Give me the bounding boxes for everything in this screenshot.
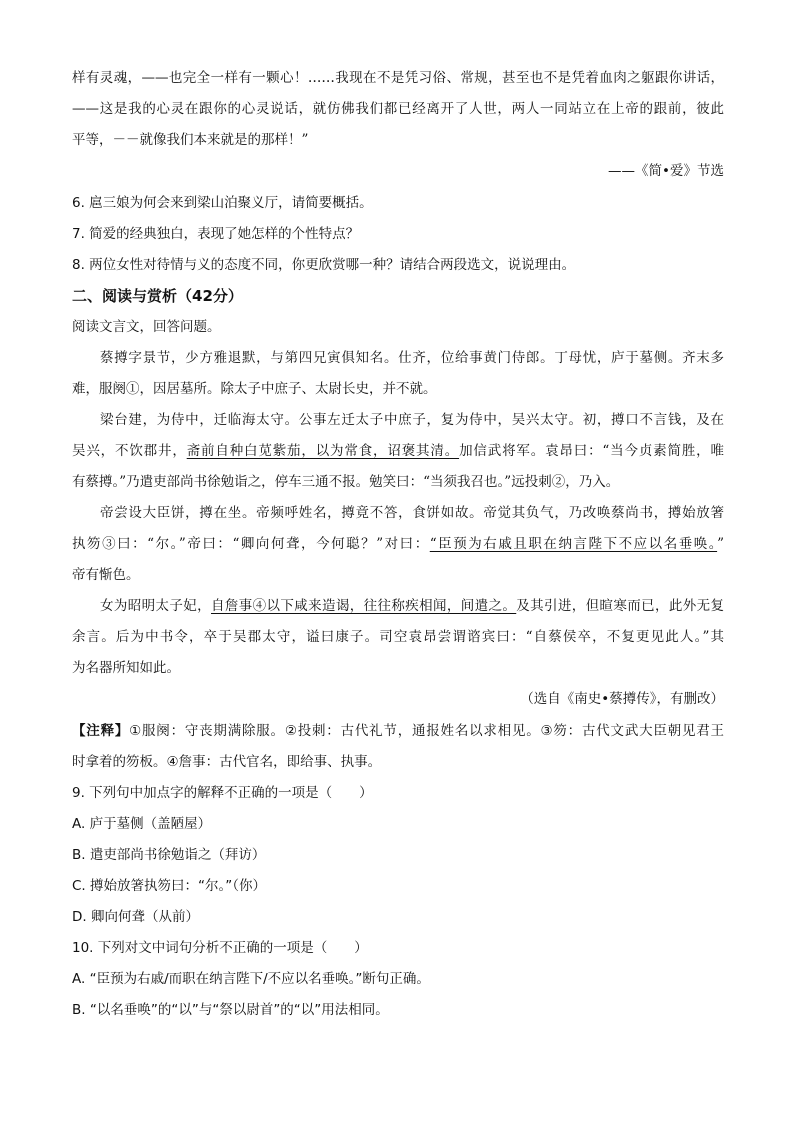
passage-p2-line-2 — [72, 441, 724, 461]
p4-text-b: 及其引进，但暄寒而已，此外无复 — [516, 598, 724, 614]
question-7: 7. 简爱的经典独白，表现了她怎样的个性特点？ — [72, 226, 360, 242]
notes-label: 【注释】 — [72, 723, 130, 739]
passage-p1-line-2: 难，服阕①，因居墓所。除太子中庶子、太尉长史，并不就。 — [72, 381, 437, 397]
passage-p2-line-1: 梁台建，为侍中，迁临海太守。公事左迁太子中庶子，复为侍中，吴兴太守。初，撙口不言钱，及在 — [100, 412, 724, 428]
question-8: 8. 两位女性对待情与义的态度不同，你更欣赏哪一种？请结合两段选文，说说理由。 — [72, 257, 576, 273]
section-intro: 阅读文言文，回答问题。 — [72, 319, 221, 335]
p2-text-b: 加信武将军。袁昂曰：“当今贞素简胜，唯 — [459, 443, 725, 459]
p3-text-b: ” — [717, 536, 724, 552]
passage-p4-line-3: 为名器所知如此。 — [72, 660, 180, 676]
p2-text-a: 吴兴，不饮郡井， — [72, 443, 187, 459]
passage-p4-line-2: 余言。后为中书令，卒于吴郡太守，谥曰康子。司空袁昂尝谓谘宾曰：“自蔡侯卒，不复更见此人。”其 — [72, 629, 724, 645]
source-citation-jane-eyre: ——《简•爱》节选 — [608, 163, 724, 179]
letter-line-3: 平等，－－就像我们本来就是的那样！” — [72, 132, 309, 148]
p2-underlined-sentence: 斋前自种白苋紫茄，以为常食，诏褒其清。 — [186, 443, 460, 459]
source-citation-nanshi: （选自《南史•蔡撙传》，有删改） — [520, 691, 724, 707]
notes-line-1 — [72, 721, 724, 741]
p4-underlined-sentence: 自詹事④以下咸来造谒，往往称疾相闻，间遣之。 — [211, 598, 517, 614]
question-6: 6. 扈三娘为何会来到梁山泊聚义厅，请简要概括。 — [72, 195, 373, 211]
p3-underlined-sentence: “臣预为右戚且职在纳言陛下不应以名垂唤。 — [429, 536, 718, 552]
letter-line-1: 样有灵魂，——也完全一样有一颗心！……我现在不是凭习俗、常规，甚至也不是凭着血肉之躯跟你讲话， — [72, 70, 724, 86]
notes-line-2: 时拿着的笏板。④詹事：古代官名，即给事、执事。 — [72, 754, 382, 770]
question-9-option-c: C. 撙始放箸执笏曰：“尔。”（你） — [72, 878, 266, 894]
passage-p3-line-2 — [72, 534, 724, 554]
question-9-option-b: B. 遣吏部尚书徐勉诣之（拜访） — [72, 847, 266, 863]
passage-p2-line-3: 有蔡撙。”乃遣吏部尚书徐勉诣之，停车三通不报。勉笑曰：“当须我召也。”远投刺②，乃入。 — [72, 474, 620, 490]
notes-text-1: ①服阕：守丧期满除服。②投刺：古代礼节，通报姓名以求相见。③笏：古代文武大臣朝见君王 — [129, 723, 725, 739]
letter-line-2: ——这是我的心灵在跟你的心灵说话，就仿佛我们都已经离开了人世，两人一同站立在上帝的跟前，彼此 — [72, 101, 724, 117]
question-10-stem: 10. 下列对文中词句分析不正确的一项是（ ） — [72, 940, 368, 956]
question-9-option-a: A. 庐于墓侧（盖陋屋） — [72, 816, 212, 832]
passage-p1-line-1: 蔡撙字景节，少方雅退默，与第四兄寅俱知名。仕齐，位给事黄门侍郎。丁母忧，庐于墓侧。齐末多 — [100, 350, 724, 366]
passage-p3-line-3: 帝有惭色。 — [72, 567, 140, 583]
p3-text-a: 执笏③曰：“尔。”帝曰：“卿向何聋，今何聪？”对曰： — [72, 536, 430, 552]
question-9-stem: 9. 下列句中加点字的解释不正确的一项是（ ） — [72, 785, 373, 801]
passage-p4-line-1 — [100, 596, 724, 616]
p4-text-a: 女为昭明太子妃， — [100, 598, 211, 614]
question-10-option-a: A. “臣预为右戚/而职在纳言陛下/不应以名垂唤。”断句正确。 — [72, 971, 430, 987]
question-9-option-d: D. 卿向何聋（从前） — [72, 909, 199, 925]
question-10-option-b: B. “以名垂唤”的“以”与“祭以尉首”的“以”用法相同。 — [72, 1002, 389, 1018]
section-title: 二、阅读与赏析（42分） — [72, 287, 243, 305]
passage-p3-line-1: 帝尝设大臣饼，撙在坐。帝频呼姓名，撙竟不答，食饼如故。帝觉其负气，乃改唤蔡尚书，撙始放箸 — [100, 505, 724, 521]
